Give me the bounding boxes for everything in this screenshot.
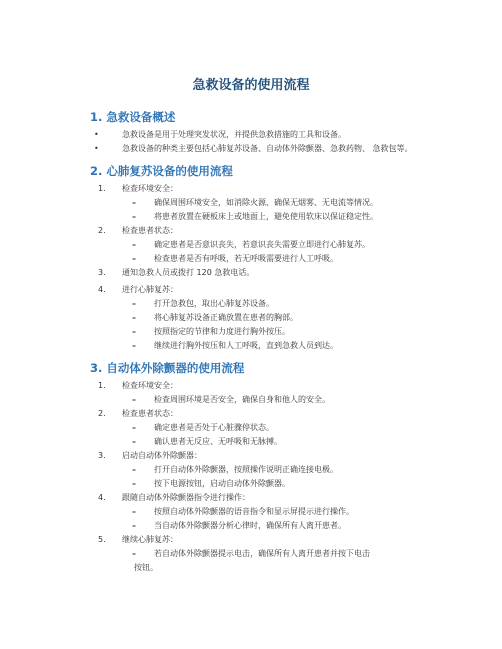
section-overview xyxy=(0,110,502,156)
list-item: – 确认患者无反应、无呼吸和无脉搏。 xyxy=(90,435,454,449)
list-item: 4. 进行心肺复苏： – 打开急救包，取出心肺复苏设备。 – 将心肺复苏设备正确放置在患者的胸部。 – 按照指定的节律和力度进行胸外按压。 – 继续进行胸外按压和人工呼吸，直到急救人员到达。 xyxy=(90,283,502,353)
document-title: 急救设备的使用流程 xyxy=(192,78,310,93)
list-item: 1. 检查环境安全： – 检查周围环境是否安全，确保自身和他人的安全。 xyxy=(90,379,502,407)
section-heading: 2. 心肺复苏设备的使用流程 xyxy=(90,164,233,178)
list-item: – 打开急救包，取出心肺复苏设备。 xyxy=(90,297,454,311)
dash-icon: – xyxy=(132,240,136,249)
section-cpr xyxy=(0,164,502,353)
list-item: – 检查周围环境是否安全，确保自身和他人的安全。 xyxy=(90,393,454,407)
numbered-list xyxy=(0,379,502,575)
list-item: – 继续进行胸外按压和人工呼吸，直到急救人员到达。 xyxy=(90,339,454,353)
list-item: – 按照自动体外除颤器的语音指令和显示屏提示进行操作。 xyxy=(90,505,454,519)
dash-icon: – xyxy=(132,254,136,263)
list-item: – 确定患者是否意识丧失，若意识丧失需要立即进行心肺复苏。 xyxy=(90,238,454,252)
list-item: – 当自动体外除颤器分析心律时，确保所有人离开患者。 xyxy=(90,519,454,533)
dash-icon: – xyxy=(132,212,136,221)
section-heading: 3. 自动体外除颤器的使用流程 xyxy=(90,361,245,375)
dash-icon: – xyxy=(132,507,136,516)
section-heading: 1. 急救设备概述 xyxy=(90,110,176,124)
list-item: 3. 启动自动体外除颤器： – 打开自动体外除颤器，按照操作说明正确连接电极。 – 按下电源按钮，启动自动体外除颤器。 xyxy=(90,449,502,491)
list-item: 1. 检查环境安全： – 确保周围环境安全，如消除火源、确保无烟雾、无电流等情况。 – 将患者放置在硬板床上或地面上，避免使用软床以保证稳定性。 xyxy=(90,182,502,224)
bullet-icon: • xyxy=(94,130,99,139)
dash-icon: – xyxy=(132,313,136,322)
dash-icon: – xyxy=(132,327,136,336)
dash-icon: – xyxy=(132,395,136,404)
dash-icon: – xyxy=(132,521,136,530)
list-item: • 急救设备是用于处理突发状况，并提供急救措施的工具和设备。 xyxy=(90,128,442,142)
list-item: – 检查患者是否有呼吸，若无呼吸需要进行人工呼吸。 xyxy=(90,252,454,266)
dash-icon: – xyxy=(132,479,136,488)
bullet-list xyxy=(0,128,502,156)
list-item: 2. 检查患者状态： – 确定患者是否意识丧失，若意识丧失需要立即进行心肺复苏。 – 检查患者是否有呼吸，若无呼吸需要进行人工呼吸。 xyxy=(90,224,502,266)
dash-icon: – xyxy=(132,437,136,446)
section-aed xyxy=(0,361,502,575)
list-item: – 将心肺复苏设备正确放置在患者的胸部。 xyxy=(90,311,454,325)
list-item: 5. 继续心肺复苏： – 若自动体外除颤器提示电击，确保所有人离开患者并按下电击 按钮。 xyxy=(90,533,502,575)
dash-icon: – xyxy=(132,198,136,207)
list-item: – 按下电源按钮，启动自动体外除颤器。 xyxy=(90,477,454,491)
dash-icon: – xyxy=(132,341,136,350)
bullet-icon: • xyxy=(94,144,99,153)
list-item: 4. 跟随自动体外除颤器指令进行操作： – 按照自动体外除颤器的语音指令和显示屏提示进行操作。 – 当自动体外除颤器分析心律时，确保所有人离开患者。 xyxy=(90,491,502,533)
dash-icon: – xyxy=(132,299,136,308)
dash-icon: – xyxy=(132,423,136,432)
list-item: • 急救设备的种类主要包括心肺复苏设备、自动体外除颤器、急救药物、 急救包等。 xyxy=(90,142,442,156)
list-item: – 若自动体外除颤器提示电击，确保所有人离开患者并按下电击 按钮。 xyxy=(132,549,370,572)
list-item: 3. 通知急救人员或拨打 120 急救电话。 xyxy=(98,268,255,277)
list-item: 2. 检查患者状态： – 确定患者是否处于心脏骤停状态。 – 确认患者无反应、无呼吸和无脉搏。 xyxy=(90,407,502,449)
list-item: – 确定患者是否处于心脏骤停状态。 xyxy=(90,421,454,435)
dash-icon: – xyxy=(132,549,136,558)
list-item: – 按照指定的节律和力度进行胸外按压。 xyxy=(90,325,454,339)
list-item: – 确保周围环境安全，如消除火源、确保无烟雾、无电流等情况。 xyxy=(90,196,454,210)
list-item: – 将患者放置在硬板床上或地面上，避免使用软床以保证稳定性。 xyxy=(90,210,454,224)
list-item: – 打开自动体外除颤器，按照操作说明正确连接电极。 xyxy=(90,463,454,477)
numbered-list xyxy=(0,182,502,353)
dash-icon: – xyxy=(132,465,136,474)
